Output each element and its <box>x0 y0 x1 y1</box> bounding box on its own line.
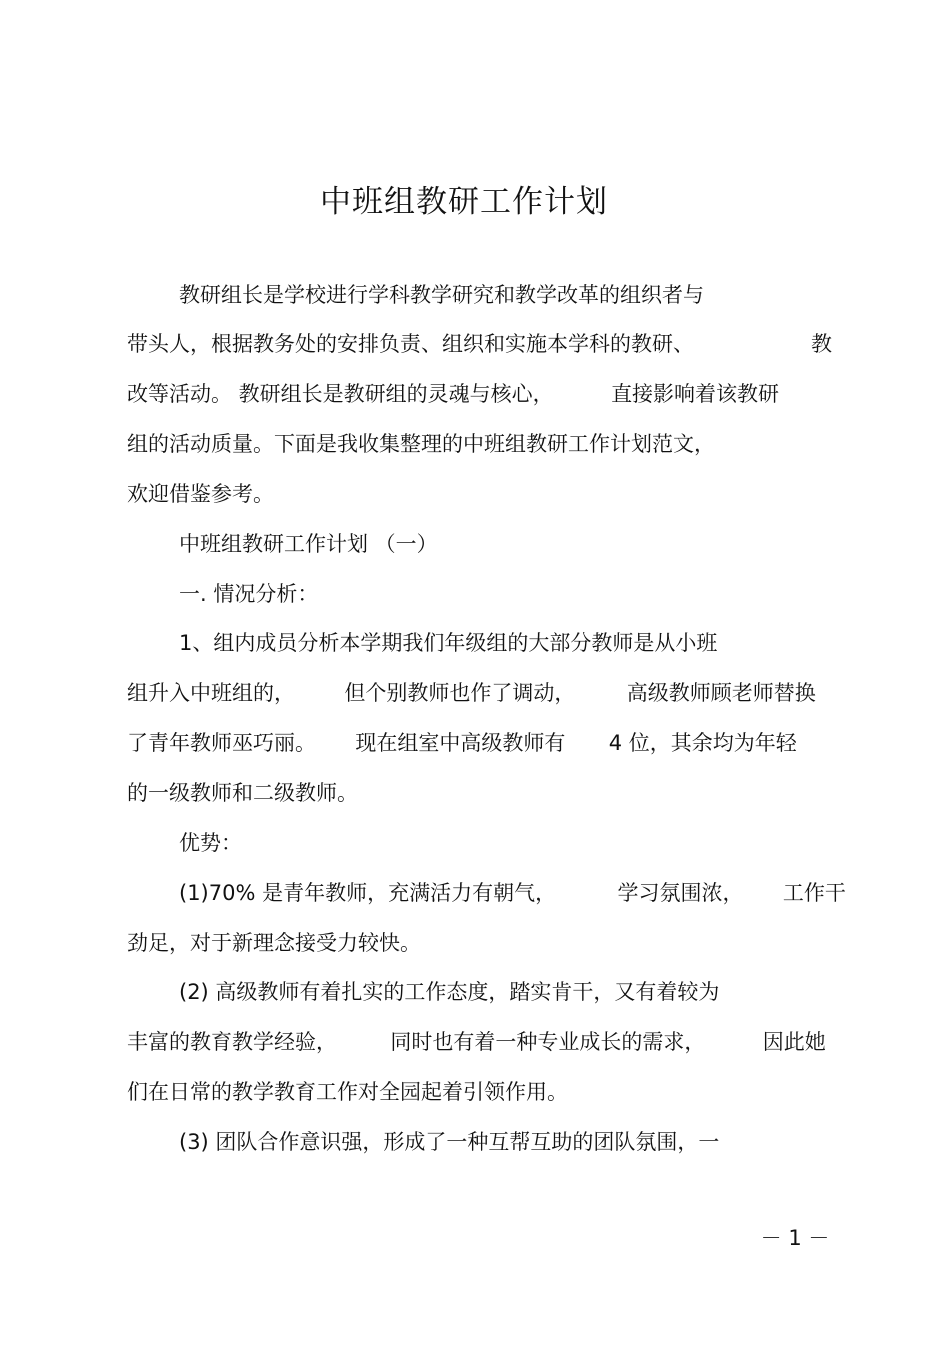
intro-line-2-part-b: 教 <box>811 332 832 356</box>
advantages-label: 优势： <box>179 831 242 855</box>
intro-line-2 <box>127 329 832 359</box>
intro-line-3 <box>127 379 847 409</box>
item-2-line-3: 们在日常的教学教育工作对全园起着引领作用。 <box>127 1080 568 1104</box>
item-1-line-1 <box>179 878 899 908</box>
intro-line-1: 教研组长是学校进行学科教学研究和教学改革的组织者与 <box>179 283 704 307</box>
members-line-3 <box>127 728 847 758</box>
item-2-line-2-part-b: 同时也有着一种专业成长的需求， <box>390 1030 706 1054</box>
members-line-1: 1、组内成员分析本学期我们年级组的大部分教师是从小班 <box>179 631 718 655</box>
intro-line-3-part-b: 直接影响着该教研 <box>611 382 780 406</box>
members-line-4: 的一级教师和二级教师。 <box>127 781 358 805</box>
item-2-line-2 <box>127 1027 847 1057</box>
document-title: 中班组教研工作计划 <box>320 184 608 220</box>
members-line-2 <box>127 678 847 708</box>
members-line-2-part-c: 高级教师顾老师替换 <box>626 681 816 705</box>
item-1-line-1-part-a: (1)70% 是青年教师，充满活力有朝气， <box>179 881 557 905</box>
intro-line-5: 欢迎借鉴参考。 <box>127 482 274 506</box>
intro-line-2-part-a: 带头人，根据教务处的安排负责、组织和实施本学科的教研、 <box>127 332 694 356</box>
intro-line-3-part-a: 改等活动。 教研组长是教研组的灵魂与核心， <box>127 382 554 406</box>
members-line-3-part-c: 4 位，其余均为年轻 <box>608 731 797 755</box>
item-1-line-1-part-b: 学习氛围浓， <box>617 881 744 905</box>
intro-line-4: 组的活动质量。下面是我收集整理的中班组教研工作计划范文， <box>127 432 715 456</box>
members-line-2-part-b: 但个别教师也作了调动， <box>344 681 576 705</box>
item-3-line-1: (3) 团队合作意识强，形成了一种互帮互助的团队氛围，一 <box>179 1130 720 1154</box>
section-heading: 中班组教研工作计划 （一） <box>179 532 438 556</box>
members-line-2-part-a: 组升入中班组的， <box>127 681 295 705</box>
item-2-line-2-part-a: 丰富的教育教学经验， <box>127 1030 337 1054</box>
sub-heading: 一. 情况分析： <box>179 582 319 606</box>
members-line-3-part-a: 了青年教师巫巧丽。 <box>127 731 316 755</box>
item-1-line-2: 劲足，对于新理念接受力较快。 <box>127 931 421 955</box>
members-line-3-part-b: 现在组室中高级教师有 <box>355 731 566 755</box>
item-2-line-1: (2) 高级教师有着扎实的工作态度，踏实肯干，又有着较为 <box>179 980 720 1004</box>
page-number: － 1 － <box>760 1226 830 1250</box>
item-2-line-2-part-c: 因此她 <box>762 1030 826 1054</box>
item-1-line-1-part-c: 工作干 <box>782 881 846 905</box>
